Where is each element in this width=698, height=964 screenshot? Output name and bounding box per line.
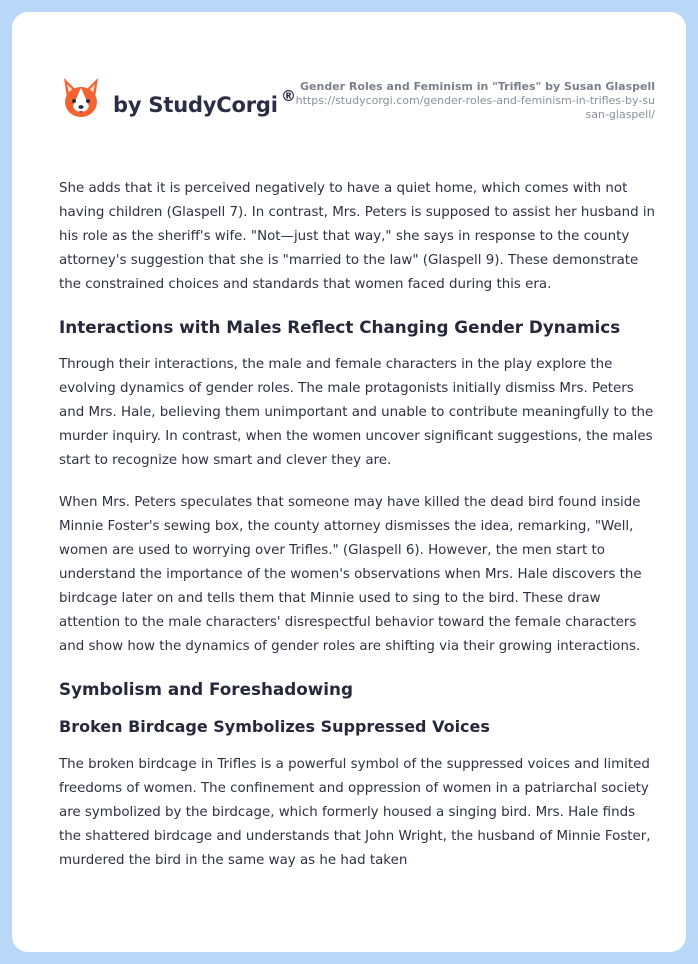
document-title: Gender Roles and Feminism in "Trifles" by Susan Glaspell xyxy=(300,80,655,93)
document-page xyxy=(12,12,686,952)
section-heading: Symbolism and Foreshadowing xyxy=(59,679,353,699)
section-heading: Interactions with Males Reflect Changing Gender Dynamics xyxy=(59,317,621,337)
paragraph: When Mrs. Peters speculates that someone may have killed the dead bird found inside Minnie Foster's sewing box, the county attorney dismisses the idea, remarking, "Well, women are used to worrying over Trifles." (Glaspell 6). However, the men start to understand the importance of the women's observations when Mrs. Hale discovers the birdcage later on and tells them that Minnie used to sing to the bird. These draw attention to the male characters' disrespectful behavior toward the female characters and show how the dynamics of gender roles are shifting via their growing interactions. xyxy=(59,495,642,654)
paragraph: The broken birdcage in Trifles is a powerful symbol of the suppressed voices and limited freedoms of women. The confinement and oppression of women in a patriarchal society are symbolized by the birdcage, which formerly housed a singing bird. Mrs. Hale finds the shattered birdcage and understands that John Wright, the husband of Minnie Foster, murdered the bird in the same way as he had taken xyxy=(59,757,651,868)
subsection-heading: Broken Birdcage Symbolizes Suppressed Voices xyxy=(59,717,490,736)
corgi-icon xyxy=(61,76,101,122)
paragraph: Through their interactions, the male and female characters in the play explore the evolving dynamics of gender roles. The male protagonists initially dismiss Mrs. Peters and Mrs. Hale, believing them unimportant and unable to contribute meaningfully to the murder inquiry. In contrast, when the women uncover significant suggestions, the males start to recognize how smart and clever they are. xyxy=(59,357,654,468)
paragraph: She adds that it is perceived negatively to have a quiet home, which comes with not having children (Glaspell 7). In contrast, Mrs. Peters is supposed to assist her husband in his role as the sheriff's wife. "Not—just that way," she says in response to the county attorney's suggestion that she is "married to the law" (Glaspell 9). These demonstrate the constrained choices and standards that women faced during this era. xyxy=(59,181,656,292)
document-url[interactable]: https://studycorgi.com/gender-roles-and-feminism-in-trifles-by-susan-glaspell/ xyxy=(295,94,655,121)
brand-name: by StudyCorgi xyxy=(113,93,278,117)
page-header xyxy=(12,12,686,152)
document-meta xyxy=(295,80,655,122)
article-body xyxy=(59,177,657,891)
registered-mark: ® xyxy=(281,87,296,105)
